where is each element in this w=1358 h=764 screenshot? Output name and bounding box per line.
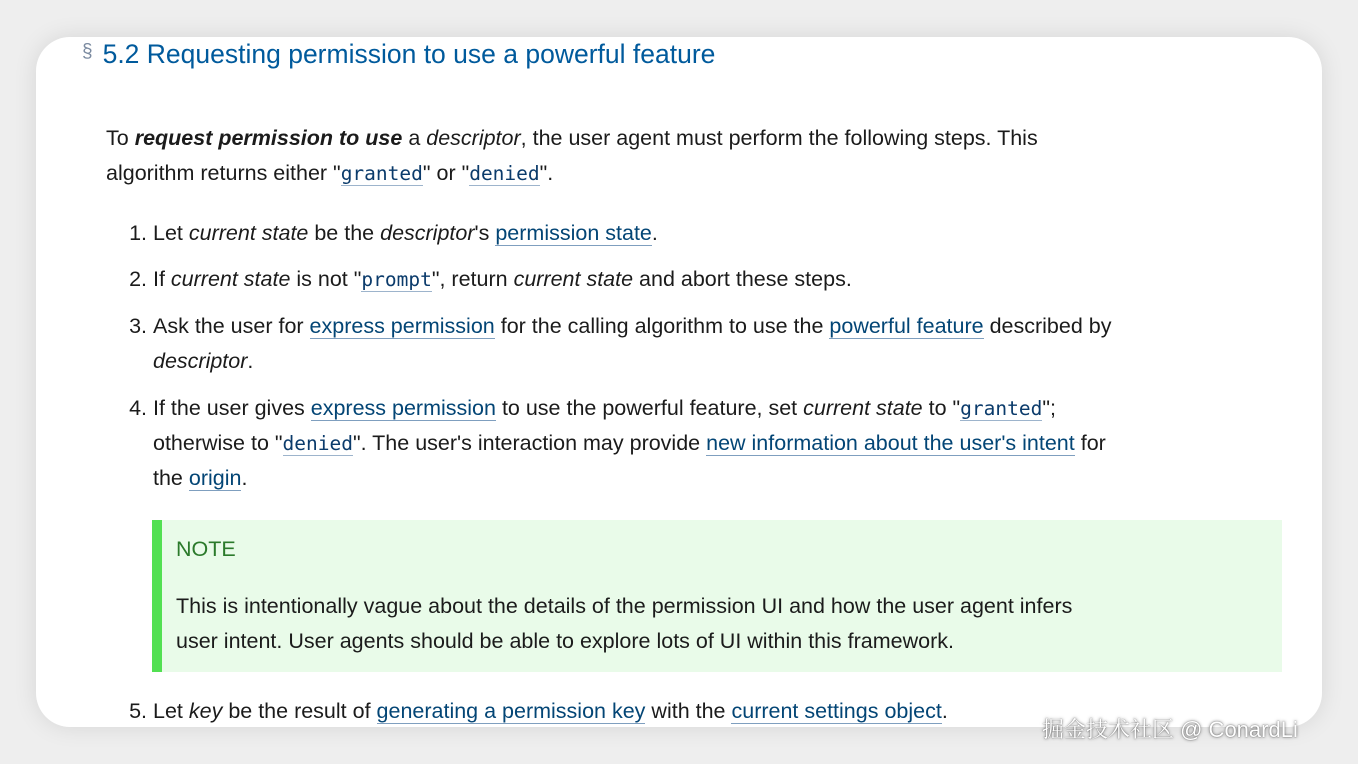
permission-state-link[interactable]: permission state <box>495 221 652 245</box>
step-number: 2. <box>129 267 147 291</box>
express-permission-link[interactable]: express permission <box>310 396 496 420</box>
step-number: 1. <box>129 221 147 245</box>
term-request-permission: request permission to use <box>134 126 403 150</box>
term-descriptor: descriptor <box>426 126 521 150</box>
step-number: 5. <box>129 699 147 723</box>
granted-code-link[interactable]: granted <box>340 162 423 185</box>
step-1: Let current state be the descriptor's permission state. <box>153 221 658 245</box>
section-heading <box>82 39 715 70</box>
express-permission-link[interactable]: express permission <box>309 314 495 338</box>
step-2: If current state is not "prompt", return current state and abort these steps. <box>153 267 852 291</box>
watermark: 掘金技术社区 @ ConardLi <box>1042 717 1298 742</box>
section-anchor-link[interactable]: § <box>82 41 93 62</box>
granted-code-link[interactable]: granted <box>960 397 1043 420</box>
origin-link[interactable]: origin <box>188 466 242 490</box>
step-3-line-2: descriptor. <box>153 349 254 373</box>
generating-permission-key-link[interactable]: generating a permission key <box>376 699 646 723</box>
intro-line-1: To request permission to use a descriptor, the user agent must perform the following steps. This <box>106 126 1038 150</box>
step-3-line-1: Ask the user for express permission for the calling algorithm to use the powerful feature described by <box>153 314 1112 338</box>
denied-code-link[interactable]: denied <box>282 432 353 455</box>
note-label: NOTE <box>176 537 236 561</box>
step-4-line-3: the origin. <box>153 466 248 490</box>
note-text-line-2: user intent. User agents should be able to explore lots of UI within this framework. <box>176 629 954 653</box>
step-number: 4. <box>129 396 147 420</box>
user-intent-link[interactable]: new information about the user's intent <box>706 431 1075 455</box>
prompt-code-link[interactable]: prompt <box>361 268 432 291</box>
step-number: 3. <box>129 314 147 338</box>
current-settings-object-link[interactable]: current settings object <box>731 699 942 723</box>
powerful-feature-link[interactable]: powerful feature <box>829 314 984 338</box>
spec-content <box>36 37 1322 727</box>
step-4-line-2: otherwise to "denied". The user's interaction may provide new information about the user's intent for <box>153 431 1106 455</box>
step-4-line-1: If the user gives express permission to use the powerful feature, set current state to "granted"; <box>153 396 1056 420</box>
intro-line-2: algorithm returns either "granted" or "denied". <box>106 161 554 185</box>
section-title: 5.2 Requesting permission to use a powerful feature <box>102 39 716 69</box>
step-5: Let key be the result of generating a permission key with the current settings object. <box>153 699 948 723</box>
note-text-line-1: This is intentionally vague about the details of the permission UI and how the user agent infers <box>176 594 1073 618</box>
document-card <box>36 37 1322 727</box>
denied-code-link[interactable]: denied <box>469 162 540 185</box>
